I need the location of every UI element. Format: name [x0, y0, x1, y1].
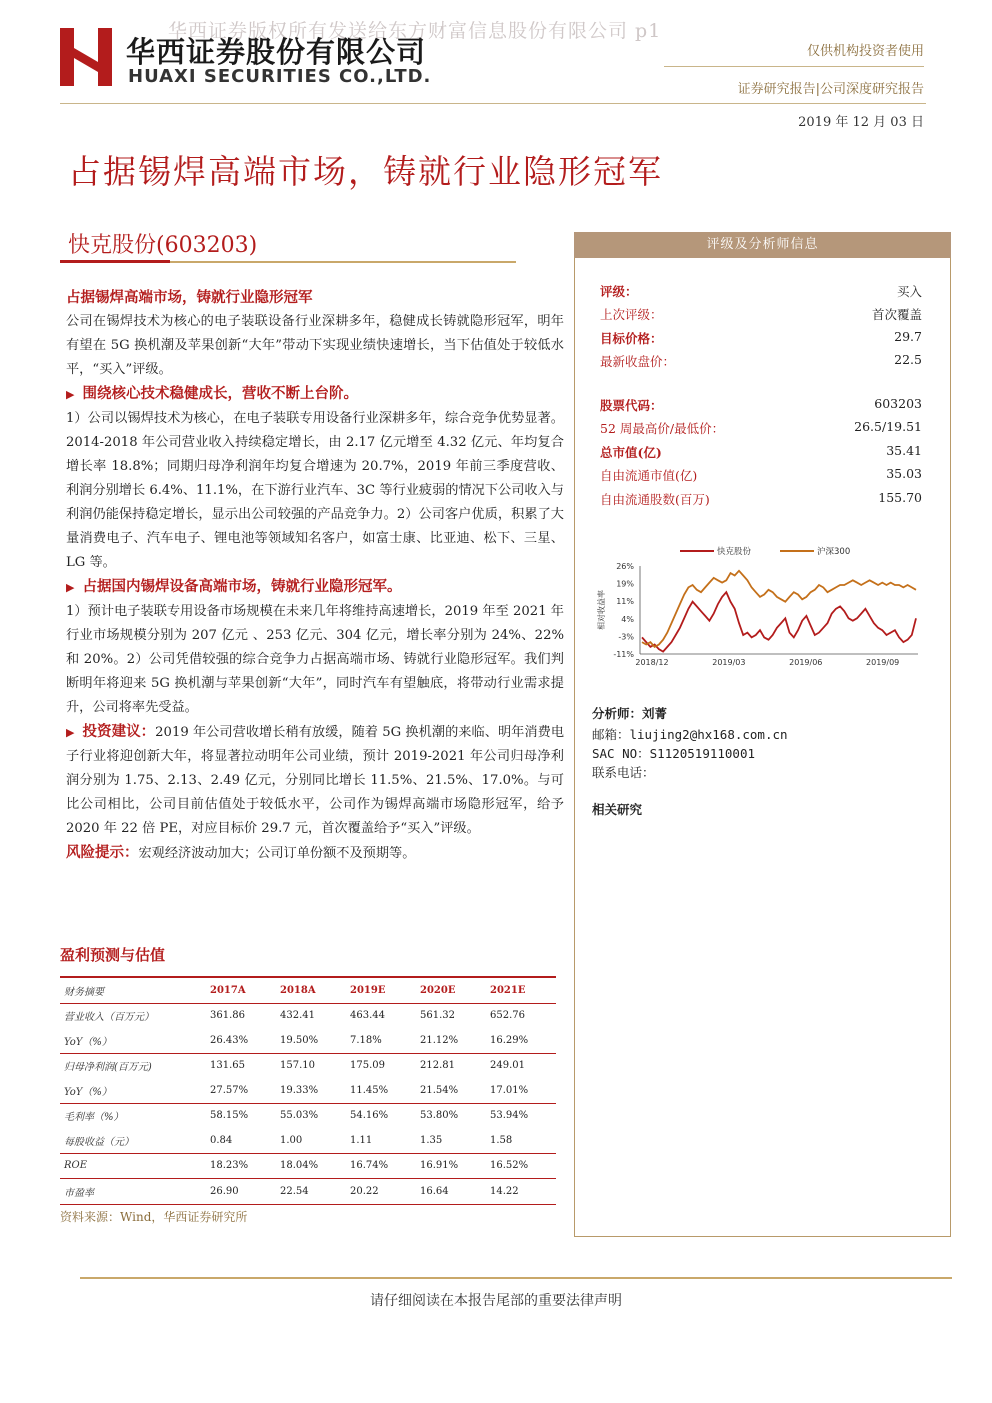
footer-note: 请仔细阅读在本报告尾部的重要法律声明 — [370, 1293, 622, 1309]
info-value: 买入 — [896, 284, 922, 299]
table-row — [60, 1028, 556, 1053]
info-value: 35.41 — [886, 443, 922, 458]
table-header-cell: 2019E — [346, 977, 416, 1003]
x-tick-label: 2018/12 — [635, 658, 669, 667]
analyst-email[interactable]: 邮箱：liujing2@hx168.com.cn — [592, 727, 788, 742]
report-type: 证券研究报告|公司深度研究报告 — [737, 82, 924, 97]
table-cell: 1.00 — [280, 1134, 303, 1146]
table-cell: 营业收入（百万元） — [64, 1012, 154, 1024]
table-header-cell: 2017A — [206, 977, 276, 1003]
table-cell: 19.33% — [280, 1084, 319, 1096]
stock-rule — [60, 260, 170, 263]
table-cell: 55.03% — [276, 1103, 346, 1128]
related-research: 相关研究 — [592, 802, 643, 817]
table-cell: 361.86 — [210, 1010, 245, 1022]
table-cell: 53.94% — [486, 1103, 556, 1128]
y-tick-label: 11% — [616, 597, 634, 607]
forecast-table — [60, 976, 556, 1205]
info-key: 最新收盘价： — [600, 354, 676, 369]
legend-label: 快克股份 — [717, 547, 752, 557]
table-header-cell: 财务摘要 — [60, 977, 206, 1003]
y-tick-label: 19% — [616, 579, 634, 589]
table-cell: 0.84 — [210, 1134, 233, 1146]
y-tick-label: 4% — [621, 614, 634, 624]
table-cell: 58.15% — [206, 1103, 276, 1128]
table-cell: 16.74% — [346, 1153, 416, 1179]
info-key: 总市值(亿) — [600, 445, 662, 460]
table-cell: 16.52% — [486, 1153, 556, 1179]
table-cell: 归母净利润(百万元) — [60, 1053, 206, 1078]
table-cell: YoY（%） — [64, 1036, 112, 1048]
table-cell: 市盈率 — [60, 1179, 206, 1205]
table-cell: 20.22 — [346, 1179, 416, 1205]
table-header-row — [60, 977, 556, 1003]
table-cell: 21.54% — [420, 1084, 459, 1096]
section2-title: ▶ 围绕核心技术稳健成长，营收不断上台阶。 — [66, 386, 358, 402]
table-row — [60, 1053, 556, 1078]
table-cell: 22.54 — [276, 1179, 346, 1205]
table-header-cell: 2018A — [276, 977, 346, 1003]
risk-text: 宏观经济波动加大；公司订单份额不及预期等。 — [138, 846, 416, 861]
forecast-title: 盈利预测与估值 — [60, 946, 166, 964]
table-cell: 19.50% — [280, 1034, 319, 1046]
table-cell: 53.80% — [416, 1103, 486, 1128]
report-date: 2019 年 12 月 03 日 — [798, 115, 924, 130]
table-cell: 7.18% — [350, 1034, 382, 1046]
section4 — [66, 720, 564, 841]
section2-text: 1）公司以锡焊技术为核心，在电子装联专用设备行业深耕多年，综合竞争优势显著。2014-2018 年公司营业收入持续稳定增长，由 2.17 亿元增至 4.32 亿元、年均复合增长率 18.8%；同期归母净利润年均复合增速为 20.7%，2019 年前三季度营收、利润分别增长 6.4%、11.1%，在下游行业汽车、3C 等行业疲弱的情况下公司收入与利润仍能保持稳定增长，显示出公司较强的产品竞争力。2）公司客户优质，积累了大量消费电子、汽车电子、锂电池等领域知名客户，如富士康、比亚迪、松下、三星、LG 等。 — [66, 411, 564, 570]
table-cell: 175.09 — [346, 1053, 416, 1078]
section4-text: 2019 年公司营收增长稍有放缓，随着 5G 换机潮的来临、明年消费电子行业将迎创新大年，将显著拉动明年公司业绩，预计 2019-2021 年公司归母净利润分别为 1.75、2.13、2.49 亿元，分别同比增长 11.5%、21.5%、17.0%。与可比公司相比，公司目前估值处于较低水平，公司作为锡焊高端市场隐形冠军，给予 2020 年 22 倍 PE，对应目标价 29.7 元，首次覆盖给予“买入”评级。 — [66, 725, 565, 836]
table-cell: 11.45% — [350, 1084, 389, 1096]
table-cell: 1.35 — [420, 1134, 443, 1146]
source-note: 资料来源：Wind，华西证券研究所 — [60, 1210, 248, 1224]
table-cell: 652.76 — [490, 1010, 525, 1022]
analyst-sac: SAC NO：S1120519110001 — [592, 746, 756, 761]
header-rule — [60, 103, 926, 104]
table-cell: 16.29% — [490, 1034, 529, 1046]
arrow-icon: ▶ — [66, 581, 75, 594]
table-cell: 18.23% — [206, 1153, 276, 1179]
legend-label: 沪深300 — [817, 547, 851, 557]
table-cell: 131.65 — [206, 1053, 276, 1078]
info-key: 上次评级： — [600, 307, 663, 322]
table-row — [60, 1179, 556, 1205]
table-header-cell: 2021E — [486, 977, 556, 1003]
table-cell: 16.64 — [416, 1179, 486, 1205]
info-value: 603203 — [874, 396, 922, 411]
table-cell: 463.44 — [350, 1010, 385, 1022]
table-cell: 561.32 — [420, 1010, 455, 1022]
info-key: 股票代码： — [600, 398, 663, 413]
x-tick-label: 2019/09 — [866, 658, 900, 667]
section3-text: 1）预计电子装联专用设备市场规模在未来几年将维持高速增长，2019 年至 2021 年行业市场规模分别为 207 亿元 、253 亿元、304 亿元，增长率分别为 24%、22%和 20%。2）公司凭借较强的综合竞争力占据高端市场、铸就行业隐形冠军。我们判断明年将迎来 5G 换机潮与苹果创新“大年”，同时汽车有望触底，将带动行业需求提升，公司将率先受益。 — [66, 604, 564, 715]
series-line — [642, 592, 916, 651]
table-cell: 157.10 — [276, 1053, 346, 1078]
info-key: 自由流通股数(百万) — [600, 492, 710, 507]
table-cell: 14.22 — [486, 1179, 556, 1205]
table-cell: 毛利率（%） — [60, 1103, 206, 1128]
stock-name: 快克股份(603203) — [68, 233, 258, 258]
info-value: 155.70 — [878, 490, 922, 505]
section4-title: 投资建议： — [82, 723, 156, 740]
table-cell: 27.57% — [210, 1084, 249, 1096]
x-tick-label: 2019/06 — [789, 658, 823, 667]
info-value: 首次覆盖 — [871, 307, 922, 322]
table-cell: YoY（%） — [64, 1086, 112, 1098]
info-key: 目标价格： — [600, 331, 663, 346]
sidebar-title: 评级及分析师信息 — [574, 232, 951, 258]
info-value: 26.5/19.51 — [854, 419, 922, 434]
info-value: 29.7 — [894, 329, 922, 344]
table-cell: 26.43% — [210, 1034, 249, 1046]
info-value: 35.03 — [886, 466, 922, 481]
company-name-en: HUAXI SECURITIES CO.,LTD. — [128, 66, 432, 87]
risk — [66, 841, 564, 866]
arrow-icon: ▶ — [66, 726, 75, 739]
table-cell: 17.01% — [490, 1084, 529, 1096]
table-cell: 21.12% — [420, 1034, 459, 1046]
watermark: 华西证券版权所有发送给东方财富信息股份有限公司 p1 — [168, 20, 662, 42]
info-key: 自由流通市值(亿) — [600, 468, 698, 483]
stock-rule-gold — [170, 261, 516, 263]
arrow-icon: ▶ — [66, 388, 75, 401]
y-axis-label: 相对收益率 — [597, 590, 606, 630]
table-cell: 212.81 — [416, 1053, 486, 1078]
info-key: 评级： — [600, 284, 638, 299]
table-row — [60, 1128, 556, 1153]
analyst-name: 分析师：刘菁 — [592, 706, 668, 721]
table-cell: 16.91% — [416, 1153, 486, 1179]
table-cell: 249.01 — [486, 1053, 556, 1078]
section1-title: 占据锡焊高端市场，铸就行业隐形冠军 — [66, 290, 313, 306]
table-header-cell: 2020E — [416, 977, 486, 1003]
risk-title: 风险提示： — [66, 844, 139, 861]
stock-performance-chart — [592, 542, 932, 678]
body-content — [66, 286, 564, 866]
table-row — [60, 1153, 556, 1179]
series-line — [642, 571, 916, 647]
footer-rule — [80, 1277, 952, 1279]
y-tick-label: -11% — [613, 650, 634, 659]
table-cell: 54.16% — [346, 1103, 416, 1128]
table-cell: 1.58 — [490, 1134, 513, 1146]
header-divider — [664, 66, 924, 67]
info-key: 52 周最高价/最低价： — [600, 421, 725, 436]
audience-note: 仅供机构投资者使用 — [806, 44, 924, 59]
y-tick-label: 26% — [616, 562, 634, 571]
info-value: 22.5 — [894, 352, 922, 367]
table-row — [60, 1078, 556, 1103]
table-cell: 432.41 — [280, 1010, 315, 1022]
report-title: 占据锡焊高端市场，铸就行业隐形冠军 — [68, 152, 663, 191]
table-cell: 26.90 — [206, 1179, 276, 1205]
x-tick-label: 2019/03 — [712, 658, 746, 667]
section1-text: 公司在锡焊技术为核心的电子装联设备行业深耕多年，稳健成长铸就隐形冠军，明年有望在 5G 换机潮及苹果创新“大年”带动下实现业绩快速增长，当下估值处于较低水平，“买入”评级。 — [66, 314, 564, 377]
section3-title: ▶ 占据国内锡焊设备高端市场，铸就行业隐形冠军。 — [66, 579, 402, 595]
table-row — [60, 1003, 556, 1028]
table-cell: 每股收益（元） — [64, 1136, 134, 1148]
y-tick-label: -3% — [618, 632, 634, 642]
company-logo-icon — [60, 28, 112, 86]
company-name-cn: 华西证券股份有限公司 — [126, 35, 427, 69]
table-cell: 18.04% — [276, 1153, 346, 1179]
table-row — [60, 1103, 556, 1128]
table-cell: 1.11 — [350, 1134, 373, 1146]
table-cell: ROE — [60, 1153, 206, 1179]
analyst-phone: 联系电话： — [592, 765, 655, 780]
